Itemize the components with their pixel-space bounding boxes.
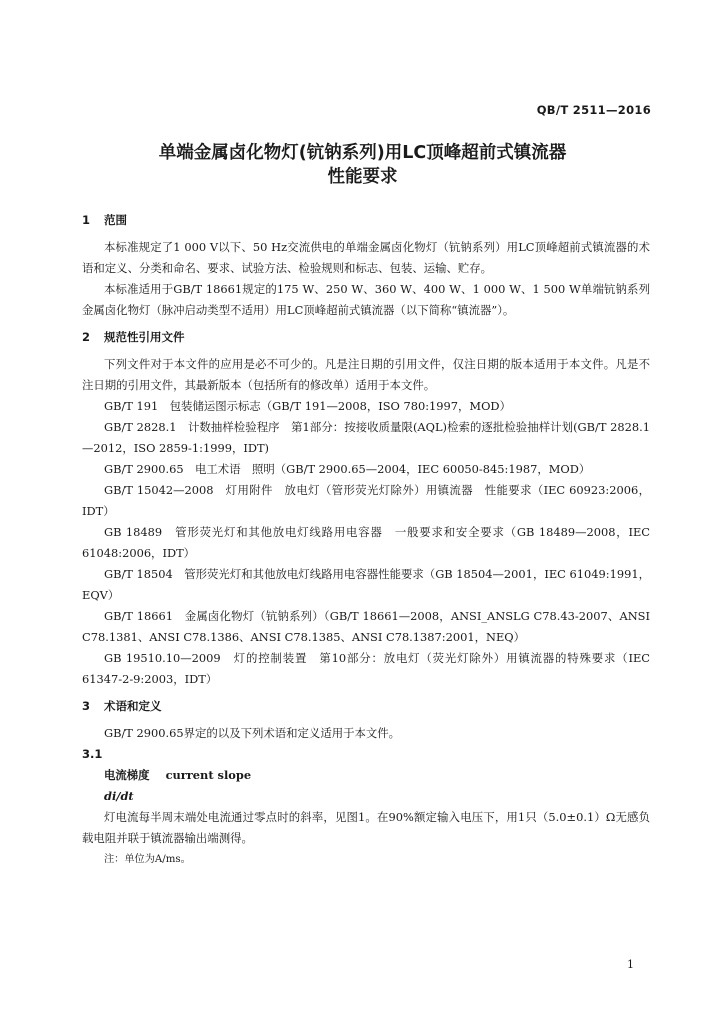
- section-title: 范围: [104, 213, 127, 227]
- section-2-heading: [82, 327, 650, 348]
- term-english: current slope: [165, 768, 252, 782]
- document-body: [82, 210, 650, 870]
- document-title-line-2: 性能要求: [327, 167, 398, 187]
- section-number: 2: [82, 330, 91, 344]
- section-number: 1: [82, 213, 91, 227]
- section-1-heading: [82, 210, 650, 231]
- reference-item: GB 18489 管形荧光灯和其他放电灯线路用电容器 一般要求和安全要求（GB 18489—2008，IEC 61048:2006，IDT）: [82, 525, 650, 560]
- document-title-line-1: 单端金属卤化物灯(钪钠系列)用LC顶峰超前式镇流器: [158, 143, 567, 163]
- reference-item: GB/T 18504 管形荧光灯和其他放电灯线路用电容器性能要求（GB 18504—2001，IEC 61049:1991，EQV）: [82, 567, 650, 602]
- section-title: 规范性引用文件: [104, 330, 185, 344]
- term-symbol: di/dt: [104, 789, 134, 803]
- section-number: 3: [82, 699, 91, 713]
- clause-number: 3.1: [82, 747, 103, 761]
- reference-item: GB/T 18661 金属卤化物灯（钪钠系列）（GB/T 18661—2008，ANSI_ANSLG C78.43-2007、ANSI C78.1381、ANSI C78.1386、ANSI C78.1385、ANSI C78.1387:2001，NEQ）: [82, 609, 650, 644]
- terms-intro: GB/T 2900.65界定的以及下列术语和定义适用于本文件。: [104, 726, 401, 740]
- reference-item: GB/T 2828.1 计数抽样检验程序 第1部分：按接收质量限(AQL)检索的逐批检验抽样计划(GB/T 2828.1—2012，ISO 2859-1:1999，IDT): [82, 420, 650, 455]
- reference-item: GB/T 191 包装储运图示标志（GB/T 191—2008，ISO 780:1997，MOD）: [104, 399, 511, 413]
- reference-item: GB/T 2900.65 电工术语 照明（GB/T 2900.65—2004，IEC 60050-845:1987，MOD）: [104, 462, 591, 476]
- standard-code: QB/T 2511—2016: [536, 103, 651, 117]
- term-definition: 灯电流每半周末端处电流通过零点时的斜率，见图1。在90%额定输入电压下，用1只（5.0±0.1）Ω无感负载电阻并联于镇流器输出端测得。: [82, 810, 650, 845]
- reference-item: GB 19510.10—2009 灯的控制装置 第10部分：放电灯（荧光灯除外）用镇流器的特殊要求（IEC 61347-2-9:2003，IDT）: [82, 651, 650, 686]
- term-entry: [82, 765, 650, 786]
- term-chinese: 电流梯度: [104, 768, 150, 782]
- page-number: 1: [627, 958, 634, 971]
- term-note: 注：单位为A/ms。: [104, 854, 191, 865]
- references-intro: 下列文件对于本文件的应用是必不可少的。凡是注日期的引用文件，仅注日期的版本适用于本文件。凡是不注日期的引用文件，其最新版本（包括所有的修改单）适用于本文件。: [82, 357, 650, 392]
- section-title: 术语和定义: [104, 699, 162, 713]
- scope-paragraph-2: 本标准适用于GB/T 18661规定的175 W、250 W、360 W、400 W、1 000 W、1 500 W单端钪钠系列金属卤化物灯（脉冲启动类型不适用）用LC顶峰超前式镇流器（以下简称“镇流器”）。: [82, 282, 650, 317]
- reference-item: GB/T 15042—2008 灯用附件 放电灯（管形荧光灯除外）用镇流器 性能要求（IEC 60923:2006，IDT）: [82, 483, 650, 518]
- section-3-heading: [82, 696, 650, 717]
- scope-paragraph-1: 本标准规定了1 000 V以下、50 Hz交流供电的单端金属卤化物灯（钪钠系列）用LC顶峰超前式镇流器的术语和定义、分类和命名、要求、试验方法、检验规则和标志、包装、运输、贮存。: [82, 240, 650, 275]
